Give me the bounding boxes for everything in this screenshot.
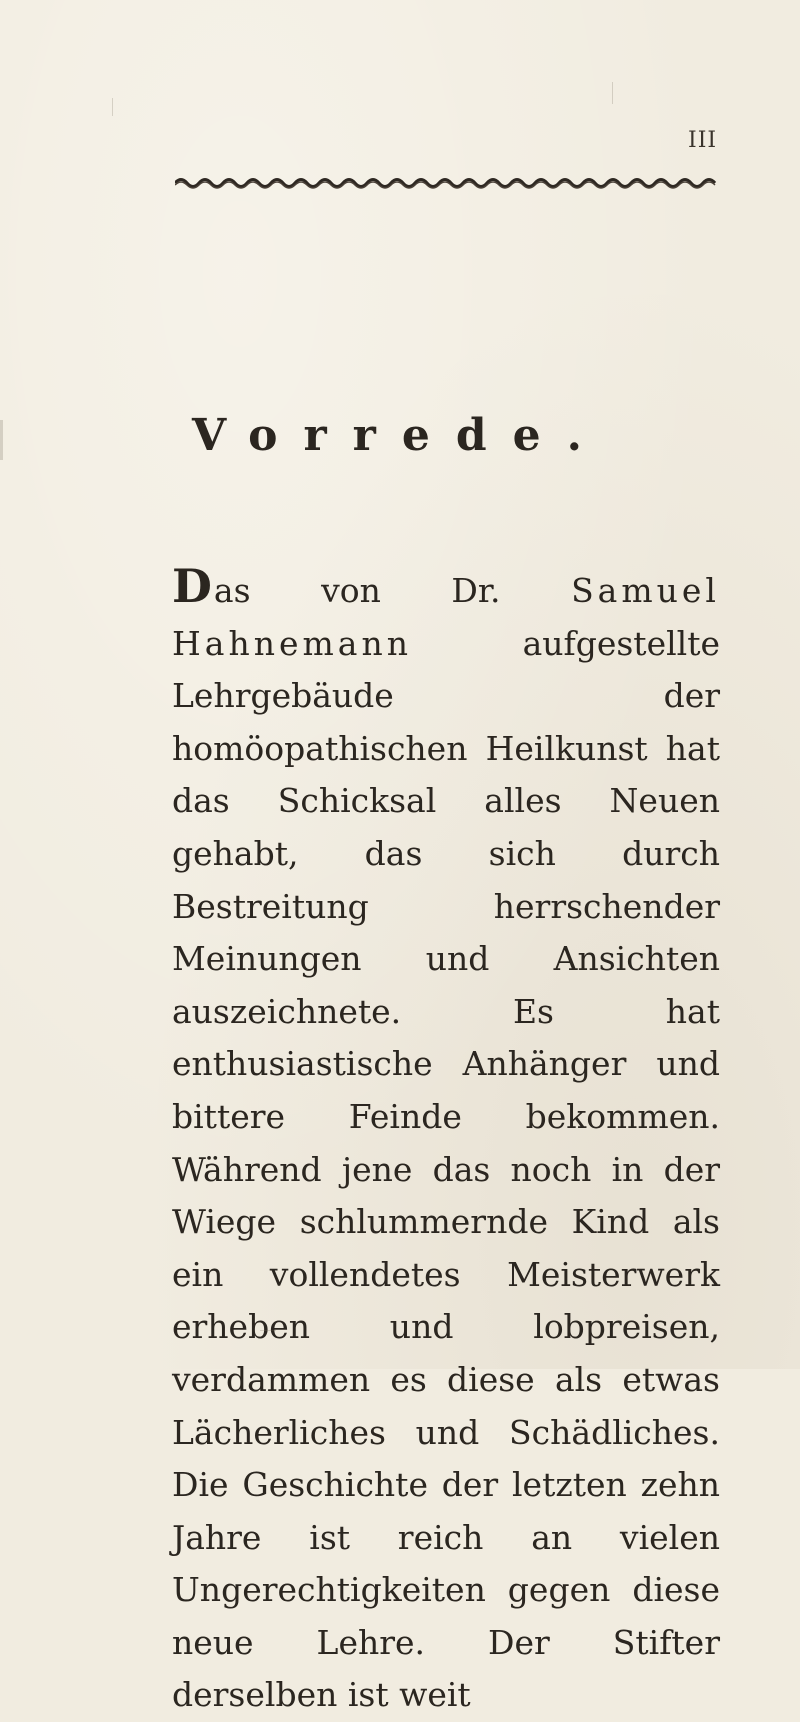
paper-speck [260,1330,276,1331]
paper-speck [112,98,113,116]
lead-text: as von Dr. [213,571,501,610]
page-title: Vorrede. [192,410,608,461]
page-number: III [688,128,718,153]
ornamental-divider [175,176,720,190]
preface-paragraph [172,559,720,1722]
author-name: Samuel Hahnemann [172,571,720,663]
paper-speck [612,82,613,104]
paragraph-text: aufgestellte Lehrgebäude der homöopathischen Heilkunst hat das Schicksal alles Neuen gehabt, das sich durch Bestreitung herrschender Meinungen und Ansichten auszeichnete. Es hat enthusiastische Anhänger und bittere Feinde bekommen. Während jene das noch in der Wiege schlummernde Kind als ein vollendetes Meisterwerk erheben und lobpreisen, verdammen es diese als etwas Lächerliches und Schädliches. Die Geschichte der letzten zehn Jahre ist reich an vielen Ungerechtigkeiten gegen diese neue Lehre. Der Stifter derselben ist weit [172,623,720,1715]
drop-initial: D [172,559,212,613]
ornament-wave-icon [175,176,720,190]
preface-body [172,559,720,1722]
paper-speck [0,420,3,460]
